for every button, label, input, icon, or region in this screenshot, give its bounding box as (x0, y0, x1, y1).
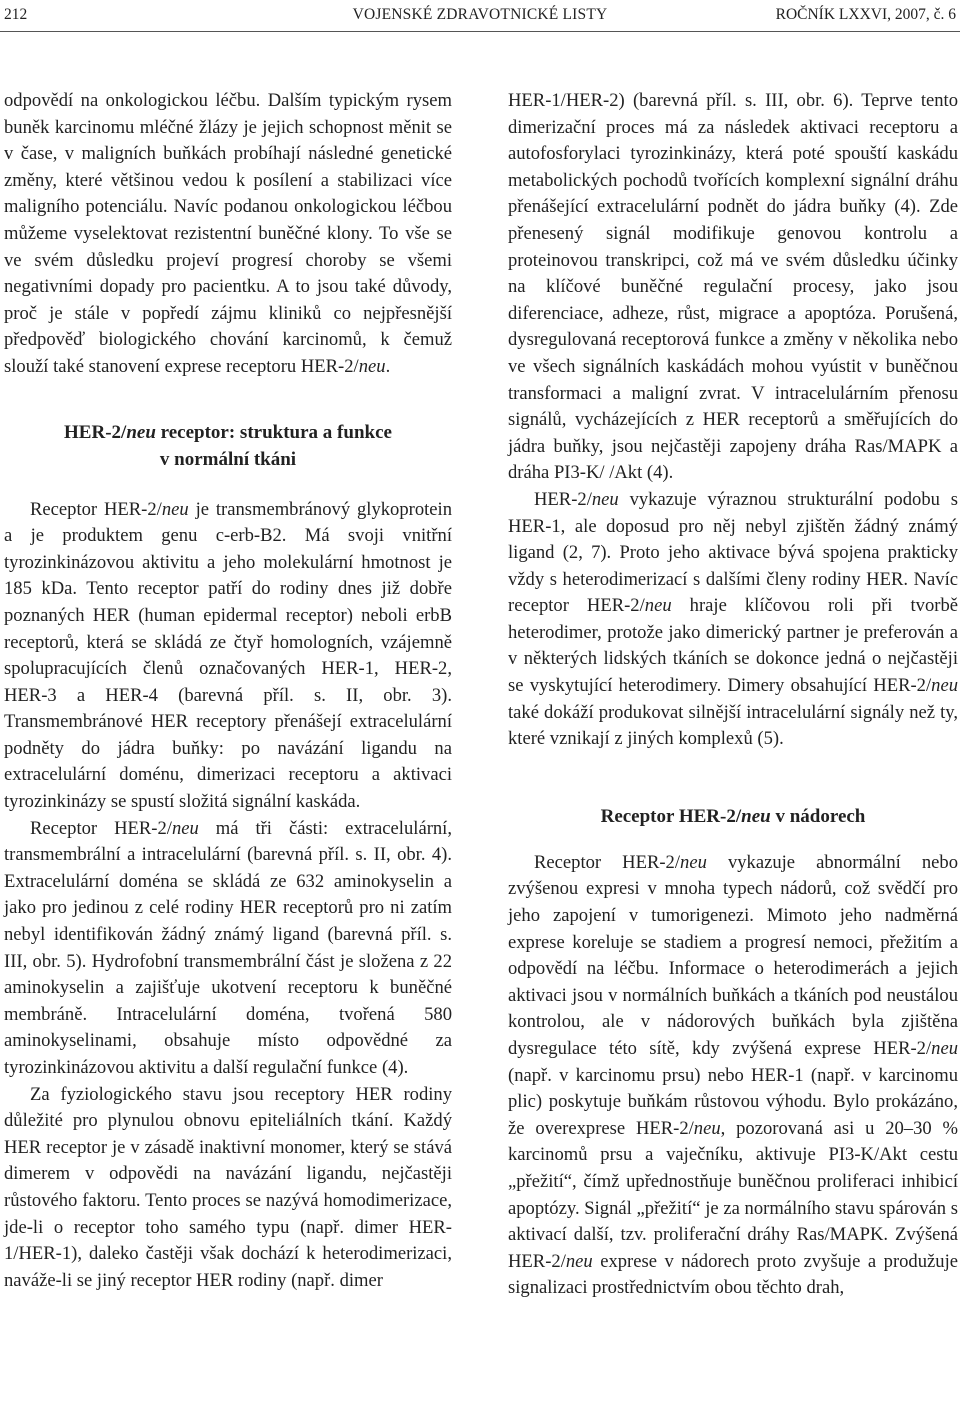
paragraph: odpovědí na onkologickou léčbu. Dalším typickým rysem buněk karcinomu mléčné žlázy je jejich schopnost měnit se v čase, v maligních buňkách probíhají následné genetické změny, které většinou vedou k posílení a stabilizaci více maligního potenciálu. Navíc podanou onkologickou léčbou můžeme vyselektovat rezistentní buněčné klony. To vše se ve svém důsledku projeví progresí choroby se všemi negativními dopady pro pacientku. A to jsou také důvody, proč je stále v popředí zájmu kliniků co nejpřesnější předpověď biologického chování karcinomů, k čemuž slouží také stanovení exprese receptoru HER-2/neu. (4, 90, 452, 377)
issue-label: ROČNÍK LXXVI, 2007, č. 6 (775, 6, 956, 23)
paragraph: HER-2/neu vykazuje výraznou strukturální podobu s HER-1, ale doposud pro něj nebyl zjištěn žádný známý ligand (2, 7). Proto jeho aktivace bývá spojena prakticky vždy s heterodimerizací s dalšími členy rodiny HER. Navíc receptor HER-2/neu hraje klíčovou roli při tvorbě heterodimer, protože jako dimerický partner je preferován a v některých lidských tkáních se dokonce jedná o nejčastěji se vyskytující heterodimery. Dimery obsahující HER-2/neu také dokáží produkovat silnější intracelulární signály než ty, které vznikají z jiných komplexů (5). (508, 488, 958, 750)
header-rule (0, 31, 960, 32)
section-heading-tumors: Receptor HER-2/neu v nádorech (600, 805, 866, 827)
paragraph: HER-1/HER-2) (barevná příl. s. III, obr. 6). Teprve tento dimerizační proces má za následek aktivaci receptoru a autofosforylaci tyrozinkinázy, která poté spouští kaskádu metabolických pochodů tvořících komplexní signální dráhu přenášející extracelulární podnět do jádra buňky (4). Zde přenesený signál modifikuje genovou kontrolu a proteinovou transkripci, což má ve svém důsledku účinky na klíčové buněčné regulační procesy, jako jsou diferenciace, adheze, růst, migrace a apoptóza. Porušená, dysregulovaná receptorová funkce a změny v několika nebo ve všech signálních kaskádách mohou vyústit v buněčnou transformaci a maligní zvrat. V intracelulárním přenosu signálů, vycházejících z HER receptorů a směřujících do jádra buňky, jsou nejčastěji zapojeny dráha Ras/MAPK a dráha PI3-K/ /Akt (4). (508, 90, 958, 484)
heading-line: HER-2/neu receptor: struktura a funkce (64, 421, 392, 443)
journal-title: VOJENSKÉ ZDRAVOTNICKÉ LISTY (352, 6, 608, 23)
page-header (4, 6, 956, 34)
neu-italic: neu (358, 355, 386, 377)
neu-italic: neu (931, 675, 958, 697)
paragraph: Receptor HER-2/neu je transmembránový glykoprotein a je produktem genu c-erb-B2. Má svoji vnitřní tyrozinkinázovou aktivitu a jeho molekulární hmotnost je 185 kDa. Tento receptor patří do rodiny dnes již dobře poznaných HER (human epidermal receptor) neboli erbB receptorů, která se skládá ze čtyř homologních, vzájemně spolupracujících členů označovaných HER-1, HER-2, HER-3 a HER-4 (barevná příl. s. II, obr. 3). Transmembránové HER receptory přenášejí extracelulární podněty do jádra buňky: po navázání ligandu na extracelulární doménu, dimerizaci receptoru a aktivaci tyrozinkinázy se spustí složitá signální kaskáda. (4, 498, 453, 813)
neu-italic: neu (591, 488, 619, 510)
heading-line: v normální tkáni (159, 448, 297, 470)
paragraph: Za fyziologického stavu jsou receptory HER rodiny důležité pro plynulou obnovu epiteliálních tkání. Každý HER receptor je v zásadě inaktivní monomer, který se stává dimerem v odpovědi na navázání ligandu, nejčastěji růstového faktoru. Tento proces se nazývá homodimerizace, jde-li o receptor toho samého typu (např. dimer HER-1/HER-1), daleko častěji však dochází k heterodimerizaci, naváže-li se jiný receptor HER rodiny (např. dimer (4, 1083, 452, 1291)
neu-italic: neu (693, 1117, 721, 1139)
neu-italic: neu (741, 805, 771, 827)
paragraph: Receptor HER-2/neu vykazuje abnormální nebo zvýšenou expresi v mnoha typech nádorů, což svědčí pro jeho zapojení v tumorigenezi. Mimoto jeho nadměrná exprese koreluje se stadiem a progresí nemoci, přežitím a odpovědí na léčbu. Informace o heterodimerách a jejich aktivaci jsou v normálních buňkách a tkáních pod neustálou kontrolou, ale v nádorových buňkách byla zjištěna dysregulace této sítě, kdy zvýšená exprese HER-2/neu (např. v karcinomu prsu) nebo HER-1 (např. v karcinomu plic) poskytuje buňkám růstovou výhodu. Bylo prokázáno, že overexprese HER-2/neu, pozorovaná asi u 20–30 % karcinomů prsu a vaječníku, aktivuje PI3-K/Akt cestu „přežití“, čímž upřednostňuje buněčnou proliferaci inhibicí apoptózy. Signál „přežití“ je za normálního stavu spárován s aktivací další, tzv. proliferační dráhy Ras/MAPK. Zvýšená HER-2/neu exprese v nádorech proto zvyšuje a produžuje signalizaci prostřednictvím obou těchto drah, (508, 851, 959, 1299)
neu-italic: neu (161, 498, 189, 520)
left-column (4, 88, 452, 1294)
neu-italic: neu (644, 595, 672, 617)
neu-italic: neu (680, 851, 707, 873)
right-column (508, 88, 958, 1302)
neu-italic: neu (171, 817, 199, 839)
neu-italic: neu (931, 1038, 958, 1059)
paragraph: Receptor HER-2/neu má tři části: extracelulární, transmembrální a intracelulární (barevná příl. s. II, obr. 4). Extracelulární doména se skládá ze 632 aminokyselin a jako pro jedinou z celé rodiny HER receptorů pro ni zatím nebyl identifikován žádný známý ligand (barevná příl. s. III, obr. 5). Hydrofobní transmembrální část je složena z 22 aminokyselin a zajišťuje ukotvení receptoru k buněčné membráně. Intracelulární doména, tvořená 580 aminokyselinami, obsahuje místo odpovědné za tyrozinkinázovou aktivitu a další regulační funkce (4). (4, 817, 452, 1078)
page-number: 212 (4, 6, 28, 23)
section-heading-structure (4, 419, 452, 473)
neu-italic: neu (565, 1250, 593, 1272)
neu-italic: neu (126, 421, 156, 443)
